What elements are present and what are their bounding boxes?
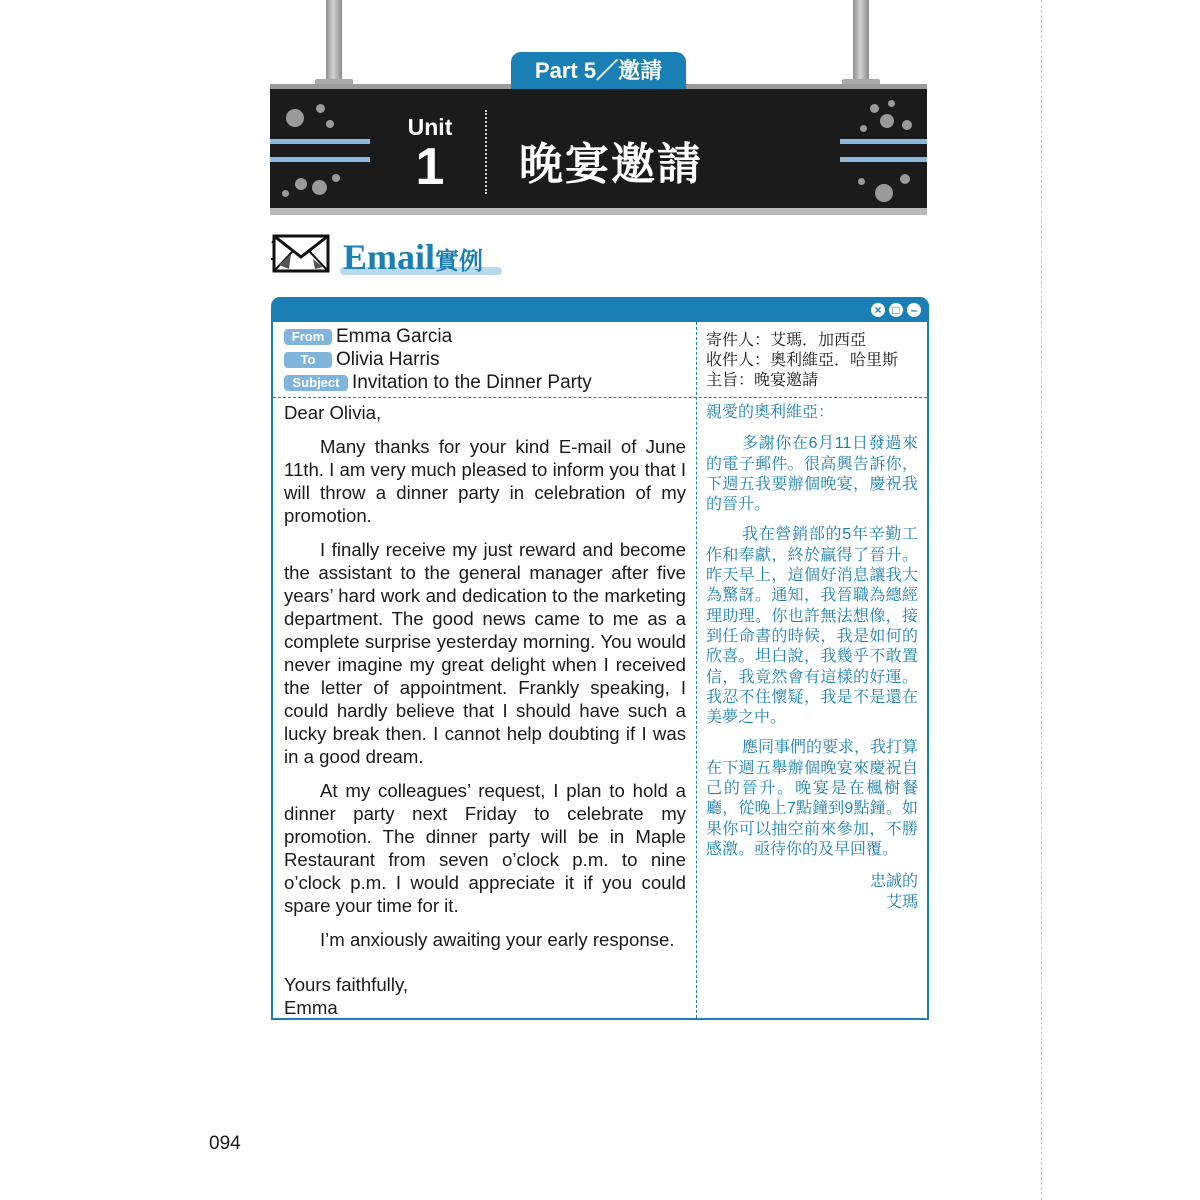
from-label: From <box>284 329 332 345</box>
header-divider <box>273 397 927 398</box>
from-value: Emma Garcia <box>336 326 453 347</box>
email-window-titlebar <box>273 299 927 322</box>
zh-paragraph: 多謝你在6月11日發過來的電子郵件。很高興告訴你，下週五我要辦個晚宴，慶祝我的晉升。 <box>706 435 918 514</box>
zh-salutation: 親愛的奧利維亞： <box>706 404 835 421</box>
sign-dot <box>880 114 894 128</box>
zh-subject: 主旨：晚宴邀請 <box>706 372 819 389</box>
sign-stripe <box>270 139 370 144</box>
salutation: Dear Olivia, <box>284 402 382 423</box>
column-divider <box>696 322 697 1018</box>
page-edge-dashed-line <box>1041 0 1042 1200</box>
email-body-en <box>284 401 686 1019</box>
unit-number: 1 <box>415 138 445 196</box>
sign-divider <box>485 110 487 194</box>
close-icon[interactable]: × <box>871 303 885 317</box>
sign-dot <box>282 190 289 197</box>
to-value: Olivia Harris <box>336 349 440 370</box>
sign-dot <box>858 178 865 185</box>
zh-paragraph: 應同事們的要求，我打算在下週五舉辦個晚宴來慶祝自己的晉升。晚宴是在楓樹餐廳，從晚上7點鐘到9點鐘。如果你可以抽空前來參加，不勝感激。亟待你的及早回覆。 <box>706 739 919 858</box>
sign-dot <box>875 184 893 202</box>
section-heading-en: Email <box>343 237 436 277</box>
to-label: To <box>284 352 332 368</box>
zh-from: 寄件人：艾瑪．加西亞 <box>706 332 867 349</box>
section-heading-zh: 實例 <box>435 249 484 275</box>
body-paragraph: I finally receive my just reward and become the assistant to the general manager after five years’ hard work and dedication to the marketing department. The good news came to me as a complete surprise yesterday morning. You would never imagine my great delight when I received the letter of appointment. Frankly speaking, I could hardly believe that I should have such a lucky break then. I cannot help doubting if I was in a good dream. <box>284 539 686 767</box>
body-paragraph: Many thanks for your kind E-mail of June 11th. I am very much pleased to inform you that I will throw a dinner party in celebration of my promotion. <box>284 436 686 526</box>
sign-stripe <box>270 157 370 162</box>
sign-dot <box>312 180 327 195</box>
email-body-zh <box>706 403 918 913</box>
envelope-icon <box>271 229 333 275</box>
to-row <box>284 349 439 369</box>
sign-pole-right <box>853 0 869 84</box>
sign-dot <box>902 120 912 130</box>
body-paragraph: I’m anxiously awaiting your early response. <box>320 929 675 950</box>
sign-stripe <box>840 157 927 162</box>
zh-closing: 忠誠的 <box>869 873 918 891</box>
section-heading <box>343 236 483 278</box>
signature: Emma <box>284 997 338 1018</box>
body-paragraph: At my colleagues’ request, I plan to hold a dinner party next Friday to celebrate my promotion. The dinner party will be in Maple Restaurant from seven o’clock p.m. to nine o’clock p.m. I would appreciate it if you could spare your time for it. <box>284 780 686 916</box>
sign-dot <box>860 125 867 132</box>
subject-label: Subject <box>284 375 348 391</box>
from-row <box>284 326 452 346</box>
sign-dot <box>286 109 304 127</box>
email-window <box>271 297 929 1020</box>
unit-label: Unit <box>407 114 453 140</box>
sign-stripe <box>840 139 927 144</box>
subject-value: Invitation to the Dinner Party <box>352 372 592 393</box>
subject-row <box>284 372 592 392</box>
unit-title: 晚宴邀請 <box>519 140 703 189</box>
sign-pole-left <box>326 0 342 84</box>
zh-signature: 艾瑪 <box>885 893 918 911</box>
closing: Yours faithfully, <box>284 974 409 995</box>
zh-paragraph: 我在營銷部的5年辛勤工作和奉獻，終於贏得了晉升。昨天早上，這個好消息讓我大為驚訝。通知，我晉職為總經理助理。你也許無法想像，接到任命書的時候，我是如何的欣喜。坦白說，我幾乎不敢置信，我竟然會有這樣的好運。我忍不住懷疑，我是不是還在美夢之中。 <box>706 526 918 727</box>
sign-dot <box>332 174 340 182</box>
sign-dot <box>900 174 910 184</box>
sign-dot <box>326 120 334 128</box>
minimize-icon[interactable]: – <box>907 303 921 317</box>
sign-dot <box>870 104 879 113</box>
page-number: 094 <box>209 1133 241 1154</box>
restore-icon[interactable]: □ <box>889 303 903 317</box>
part-tab: Part 5／邀請 <box>511 52 686 89</box>
zh-to: 收件人：奧利維亞．哈里斯 <box>706 352 899 369</box>
sign-dot <box>316 104 325 113</box>
sign-dot <box>295 178 307 190</box>
sign-dot <box>888 100 895 107</box>
